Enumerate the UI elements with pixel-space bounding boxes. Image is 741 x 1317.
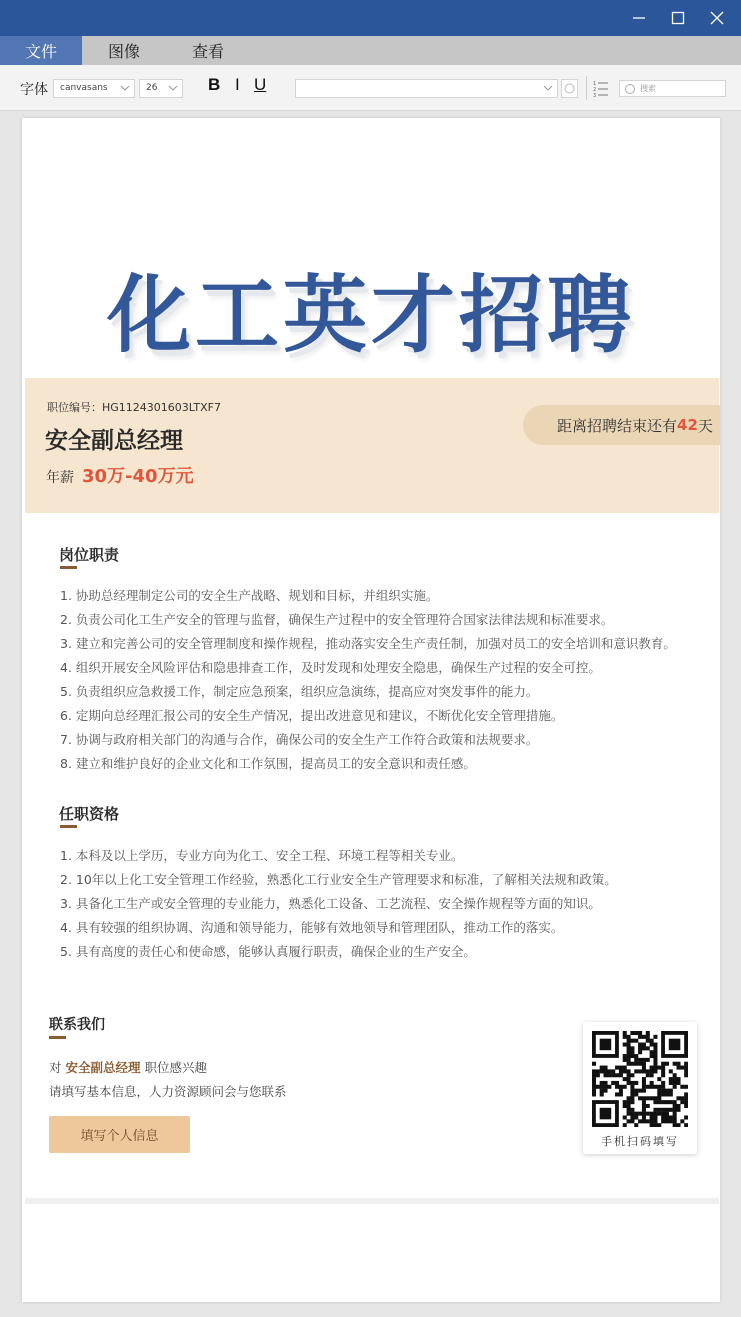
italic-button[interactable]: I	[235, 75, 240, 94]
style-select[interactable]	[295, 79, 558, 98]
interest-line	[49, 1058, 207, 1076]
font-family-select[interactable]	[53, 79, 135, 98]
search-placeholder: 搜索	[640, 84, 656, 93]
qr-code-icon[interactable]	[592, 1031, 688, 1127]
duty-item: 5. 负责组织应急救援工作，制定应急预案，组织应急演练，提高应对突发事件的能力。	[60, 684, 539, 699]
svg-text:3: 3	[593, 93, 597, 97]
chevron-down-icon	[543, 83, 553, 93]
countdown-prefix: 距离招聘结束还有	[557, 416, 678, 435]
font-family-value: canvasans	[60, 83, 108, 93]
font-label: 字体	[20, 82, 48, 98]
qr-card	[583, 1022, 697, 1154]
title-bar	[0, 0, 741, 36]
job-title: 安全副总经理	[45, 428, 183, 454]
qualification-item: 2. 10年以上化工安全管理工作经验，熟悉化工行业安全生产管理要求和标准，了解相关法规和政策。	[60, 872, 617, 887]
qualification-item: 1. 本科及以上学历，专业方向为化工、安全工程、环境工程等相关专业。	[60, 848, 464, 863]
numbered-list-icon	[593, 79, 609, 97]
contact-note: 请填写基本信息，人力资源顾问会与您联系	[49, 1084, 287, 1099]
search-input[interactable]	[619, 80, 726, 97]
duty-item: 8. 建立和维护良好的企业文化和工作氛围，提高员工的安全意识和责任感。	[60, 756, 476, 771]
close-button[interactable]	[697, 0, 737, 36]
duty-item: 6. 定期向总经理汇报公司的安全生产情况，提出改进意见和建议，不断优化安全管理措施。	[60, 708, 564, 723]
salary-value: 30万-40万元	[82, 466, 194, 487]
svg-text:1: 1	[593, 81, 597, 87]
duties-underline	[60, 566, 77, 569]
menu-bar	[0, 36, 741, 65]
font-size-select[interactable]	[139, 79, 183, 98]
chevron-down-icon	[168, 83, 178, 93]
duty-item: 2. 负责公司化工生产安全的管理与监督，确保生产过程中的安全管理符合国家法律法规和标准要求。	[60, 612, 614, 627]
minimize-icon	[632, 11, 646, 25]
maximize-button[interactable]	[658, 0, 698, 36]
qualifications-underline	[60, 825, 77, 828]
duty-item: 7. 协调与政府相关部门的沟通与合作，确保公司的安全生产工作符合政策和法规要求。	[60, 732, 539, 747]
menu-file[interactable]: 文件	[0, 36, 82, 65]
contact-title: 联系我们	[49, 1017, 105, 1033]
duty-item: 3. 建立和完善公司的安全管理制度和操作规程，推动落实安全生产责任制，加强对员工的安全培训和意识教育。	[60, 636, 676, 651]
qualifications-title: 任职资格	[59, 805, 120, 823]
list-button[interactable]	[593, 79, 609, 101]
contact-underline	[49, 1036, 66, 1039]
minimize-button[interactable]	[619, 0, 659, 36]
countdown-badge	[523, 405, 720, 445]
qualification-item: 5. 具有高度的责任心和使命感，能够认真履行职责，确保企业的生产安全。	[60, 944, 476, 959]
duties-title: 岗位职责	[59, 546, 120, 564]
maximize-icon	[671, 11, 685, 25]
refresh-icon	[562, 80, 577, 97]
underline-button[interactable]: U	[254, 75, 267, 94]
job-summary-band	[25, 378, 719, 513]
search-icon	[623, 82, 637, 96]
interest-prefix: 对	[49, 1060, 62, 1075]
page-title: 化工英才招聘	[106, 266, 635, 364]
menu-view[interactable]: 查看	[191, 42, 224, 61]
toolbar	[0, 65, 741, 111]
toolbar-divider	[586, 76, 587, 100]
job-id: 职位编号：HG1124301603LTXF7	[47, 401, 221, 414]
close-icon	[710, 11, 724, 25]
countdown-days: 42	[677, 416, 698, 434]
refresh-button[interactable]	[561, 79, 578, 98]
bold-button[interactable]: B	[208, 75, 221, 94]
duty-item: 1. 协助总经理制定公司的安全生产战略、规划和目标，并组织实施。	[60, 588, 439, 603]
duty-item: 4. 组织开展安全风险评估和隐患排查工作，及时发现和处理安全隐患，确保生产过程的安全可控。	[60, 660, 601, 675]
footer-strip	[25, 1198, 719, 1204]
qualification-item: 4. 具有较强的组织协调、沟通和领导能力，能够有效地领导和管理团队，推动工作的落实。	[60, 920, 564, 935]
svg-text:2: 2	[593, 87, 597, 93]
qr-caption: 手机扫码填写	[601, 1135, 679, 1148]
poster-page	[22, 118, 720, 1302]
interest-job: 安全副总经理	[65, 1060, 141, 1075]
font-size-value: 26	[146, 83, 158, 93]
chevron-down-icon	[120, 83, 130, 93]
menu-image[interactable]: 图像	[107, 42, 140, 61]
qualification-item: 3. 具备化工生产或安全管理的专业能力，熟悉化工设备、工艺流程、安全操作规程等方面的知识。	[60, 896, 601, 911]
countdown-suffix: 天	[697, 416, 713, 435]
interest-suffix: 职位感兴趣	[144, 1060, 208, 1075]
salary-label: 年薪	[46, 470, 74, 486]
fill-info-button[interactable]: 填写个人信息	[49, 1116, 190, 1153]
